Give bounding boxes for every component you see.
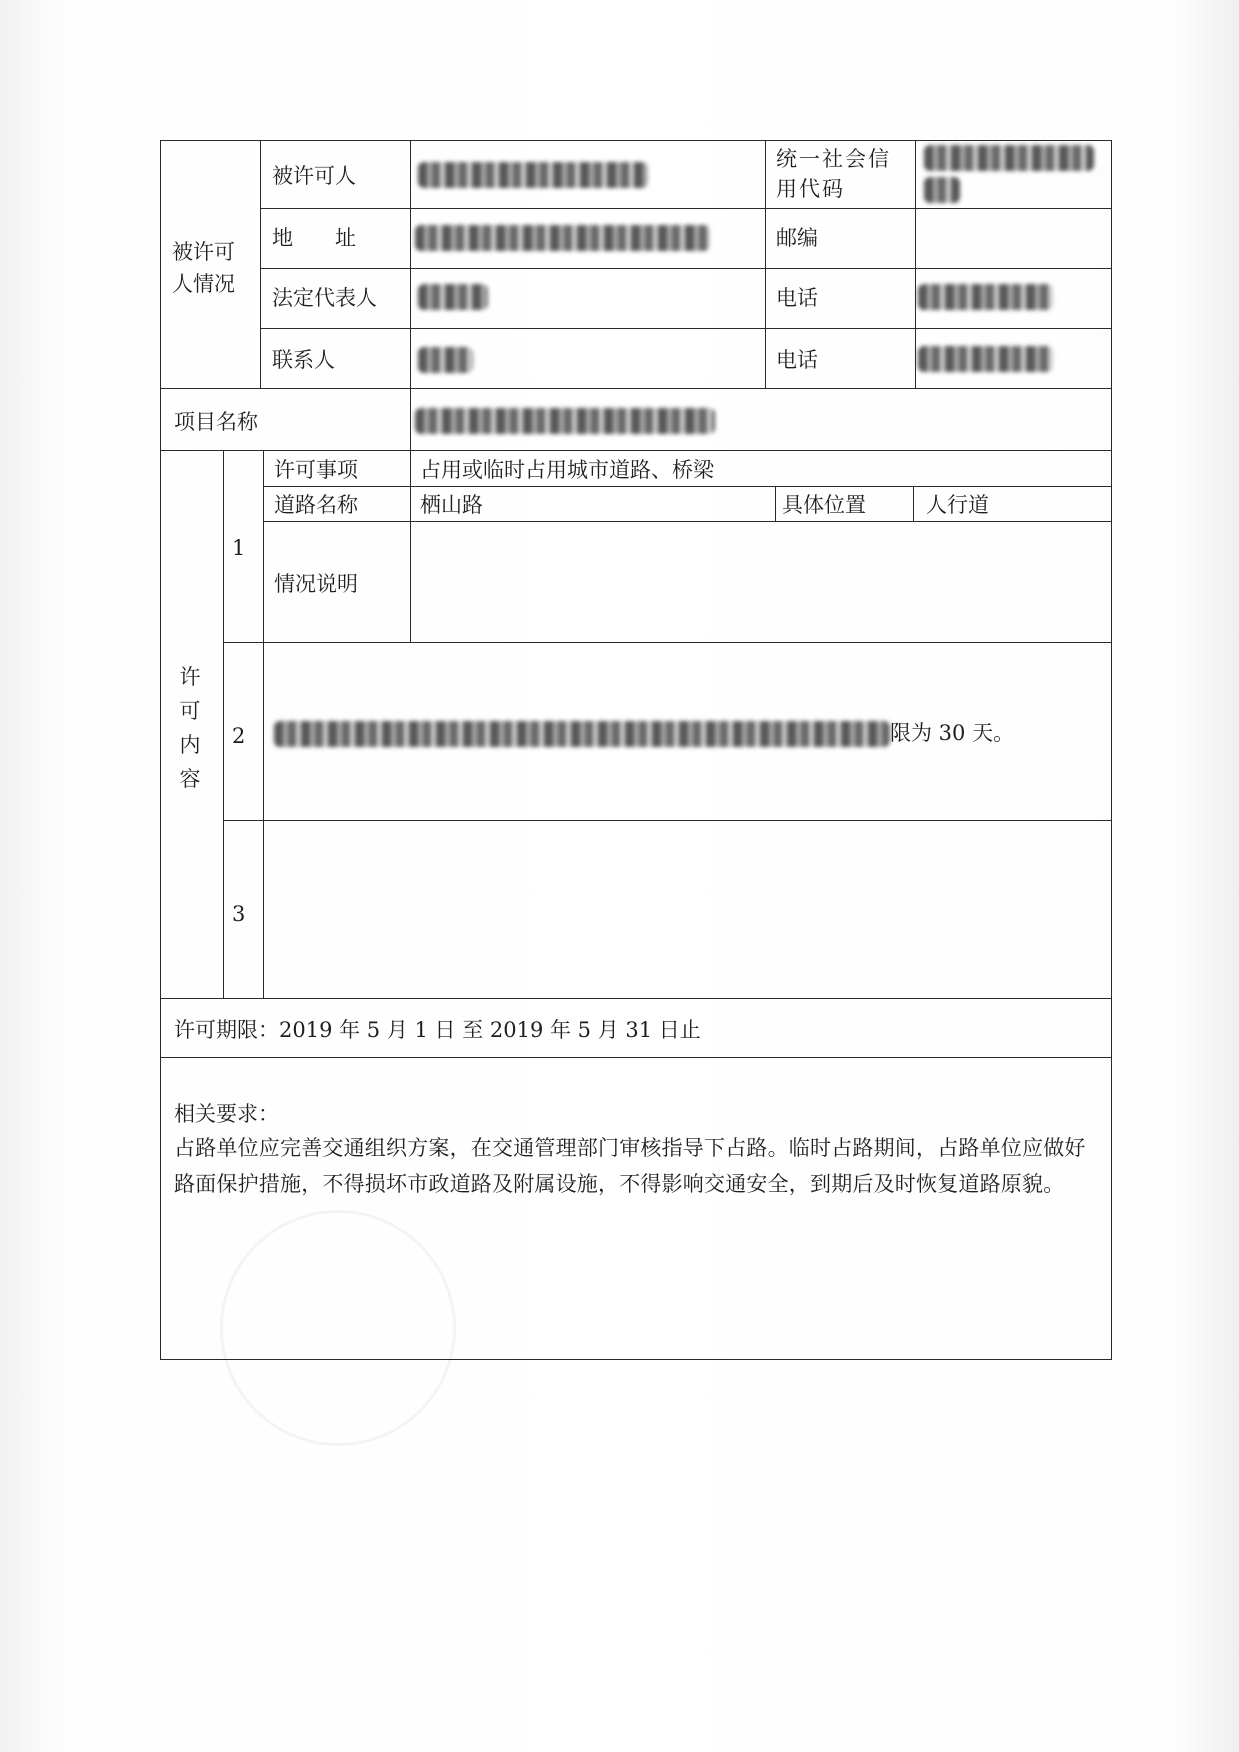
row-divider [223,642,1111,643]
item-number-3: 3 [232,902,246,926]
column-divider [260,140,261,388]
specific-location-label: 具体位置 [782,493,866,517]
permit-matter-value: 占用或临时占用城市道路、桥梁 [420,458,714,482]
project-name-label: 项目名称 [174,410,258,434]
specific-location-value: 人行道 [926,493,989,517]
redacted-credit-code [924,145,1094,171]
road-name-label: 道路名称 [274,493,358,517]
contact-phone-label: 电话 [776,348,818,372]
requirements-text: 占路单位应完善交通组织方案，在交通管理部门审核指导下占路。临时占路期间，占路单位应做好路面保护措施，不得损坏市政道路及附属设施，不得影响交通安全，到期后及时恢复道路原貌。 [174,1136,1086,1196]
applicant-section-label: 被许可人情况 [172,240,235,296]
situation-description-label: 情况说明 [274,572,358,596]
column-divider [410,388,411,450]
column-divider [223,450,224,998]
legal-representative-label: 法定代表人 [272,286,377,310]
row-divider [260,328,1111,329]
postcode-label: 邮编 [776,226,818,250]
permit-period: 许可期限：2019 年 5 月 1 日 至 2019 年 5 月 31 日止 [174,1018,701,1042]
column-divider [765,140,766,388]
column-divider [263,450,264,998]
item-number-1: 1 [232,536,246,560]
column-divider [410,140,411,388]
applicant-name-label: 被许可人 [272,164,356,188]
column-divider [410,450,411,642]
item-2-text: 限为 30 天。 [890,721,1015,745]
row-divider [160,998,1111,999]
row-divider [260,208,1111,209]
row-divider [223,820,1111,821]
redacted-project-name [415,408,715,434]
row-divider [160,450,1111,451]
permit-matter-label: 许可事项 [274,458,358,482]
row-divider [260,268,1111,269]
row-divider [160,388,1111,389]
column-divider [915,140,916,388]
address-label: 地 址 [272,226,356,250]
row-divider [263,521,1111,522]
legal-phone-label: 电话 [776,286,818,310]
column-divider [913,486,914,521]
redacted-credit-code [924,177,960,203]
redacted-contact-phone [918,346,1053,372]
redacted-legal-phone [918,284,1053,310]
credit-code-label: 统一社会信用代码 [776,147,891,201]
row-divider [160,1057,1111,1058]
redacted-legal-representative [418,284,488,310]
requirements-label: 相关要求： [174,1102,279,1126]
column-divider [775,486,776,521]
redacted-item-2-text [274,721,890,747]
item-number-2: 2 [232,724,246,748]
contact-label: 联系人 [272,348,335,372]
permit-content-section-label: 许可内容 [179,665,201,791]
redacted-contact [418,347,473,373]
row-divider [263,486,1111,487]
redacted-address [415,225,710,251]
road-name-value: 栖山路 [420,493,483,517]
redacted-applicant-name [418,162,648,188]
